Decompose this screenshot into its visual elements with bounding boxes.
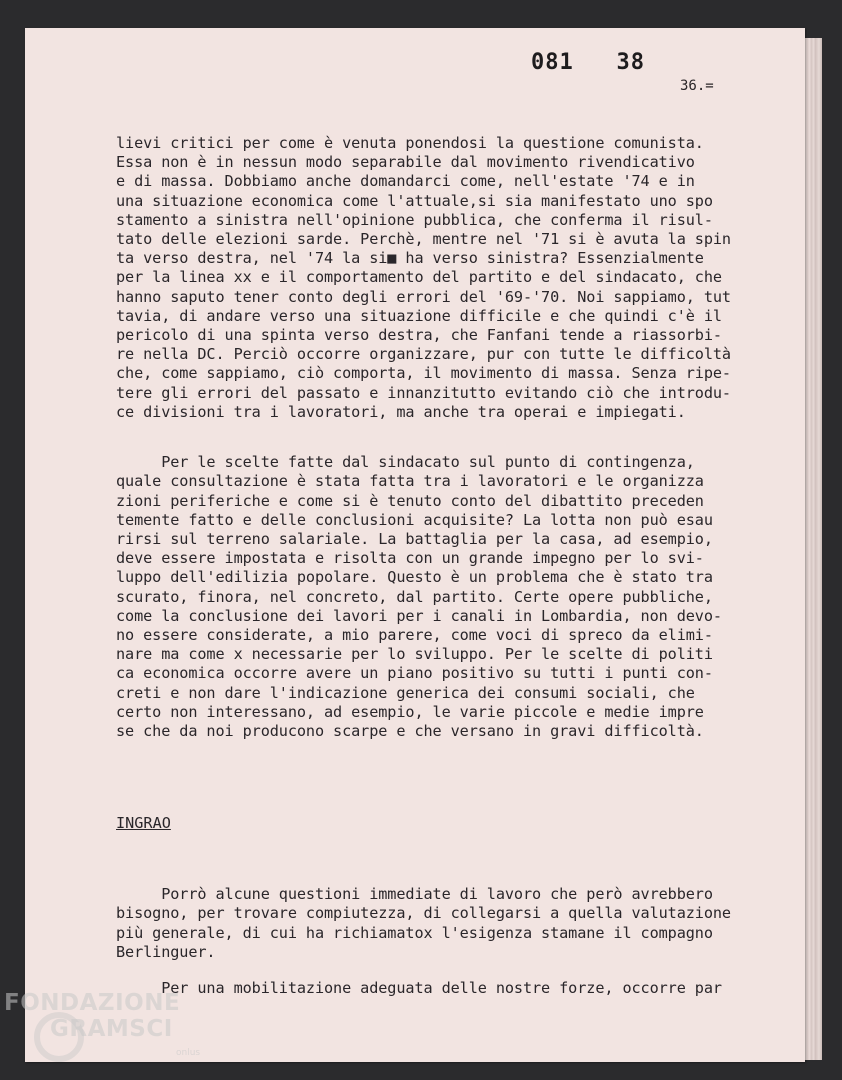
text-line: hanno saputo tener conto degli errori del '69-'70. Noi sappiamo, tut (116, 287, 731, 306)
text-line: nare ma come x necessarie per lo sviluppo. Per le scelte di politi (116, 645, 713, 664)
text-line: creti e non dare l'indicazione generica dei consumi sociali, che (116, 683, 695, 702)
text-line: no essere considerate, a mio parere, come voci di spreco da elimi- (116, 626, 713, 645)
text-line: certo non interessano, ad esempio, le varie piccole e medie impre (116, 702, 704, 721)
text-line: come la conclusione dei lavori per i canali in Lombardia, non devo- (116, 606, 722, 625)
text-line: tere gli errori del passato e innanzitutto evitando ciò che introdu- (116, 383, 731, 402)
paragraph-3 (116, 866, 776, 962)
text-line: che, come sappiamo, ciò comporta, il movimento di massa. Senza ripe- (116, 364, 731, 383)
text-line: stamento a sinistra nell'opinione pubblica, che conferma il risul- (116, 210, 713, 229)
text-line: bisogno, per trovare compiutezza, di collegarsi a quella valutazione (116, 904, 731, 923)
paragraph-4 (116, 960, 776, 998)
text-line: Berlinguer. (116, 942, 216, 961)
text-line: Essa non è in nessun modo separabile dal movimento rivendicativo (116, 153, 695, 172)
document-page (25, 28, 805, 1062)
text-line: scurato, finora, nel concreto, dal partito. Certe opere pubbliche, (116, 587, 713, 606)
text-line: una situazione economica come l'attuale,si sia manifestato uno spo (116, 191, 713, 210)
text-line: rirsi sul terreno salariale. La battaglia per la casa, ad esempio, (116, 530, 713, 549)
text-line (116, 434, 776, 453)
text-line: luppo dell'edilizia popolare. Questo è un problema che è stato tra (116, 568, 713, 587)
text-line: re nella DC. Perciò occorre organizzare, pur con tutte le difficoltà (116, 345, 731, 364)
text-line: ce divisioni tra i lavoratori, ma anche tra operai e impiegati. (116, 402, 686, 421)
text-line: tato delle elezioni sarde. Perchè, mentre nel '71 si è avuta la spin (116, 230, 731, 249)
text-line: temente fatto e delle conclusioni acquisite? La lotta non può esau (116, 510, 713, 529)
watermark-line-2: GRAMSCI (50, 1016, 173, 1042)
speaker-heading: INGRAO (116, 814, 171, 832)
page-number: 36.= (680, 78, 714, 94)
text-line: quale consultazione è stata fatta tra i lavoratori e le organizza (116, 472, 704, 491)
paragraph-2 (116, 434, 776, 741)
text-line: lievi critici per come è venuta ponendosi la questione comunista. (116, 134, 704, 152)
text-line: Per le scelte fatte dal sindacato sul punto di contingenza, (116, 453, 695, 472)
text-line: zioni periferiche e come si è tenuto conto del dibattito preceden (116, 491, 704, 510)
text-line: deve essere impostata e risolta con un grande impegno per lo svi- (116, 549, 704, 568)
text-line: ta verso destra, nel '74 la si■ ha verso sinistra? Essenzialmente (116, 249, 704, 268)
text-line: e di massa. Dobbiamo anche domandarci come, nell'estate '74 e in (116, 172, 695, 191)
watermark-logo (4, 990, 201, 1058)
text-line: più generale, di cui ha richiamatox l'esigenza stamane il compagno (116, 923, 713, 942)
text-line: ca economica occorre avere un piano positivo su tutti i punti con- (116, 664, 713, 683)
text-line: tavia, di andare verso una situazione difficile e che quindi c'è il (116, 306, 722, 325)
text-line: pericolo di una spinta verso destra, che Fanfani tende a riassorbi- (116, 326, 722, 345)
watermark-line-3: onlus (176, 1048, 201, 1058)
text-line: per la linea xx e il comportamento del partito e del sindacato, che (116, 268, 722, 287)
text-line (116, 960, 776, 979)
paragraph-1 (116, 134, 776, 422)
text-line: Per una mobilitazione adeguata delle nostre forze, occorre par (116, 979, 722, 998)
text-line: se che da noi producono scarpe e che versano in gravi difficoltà. (116, 722, 704, 741)
text-line: Porrò alcune questioni immediate di lavoro che però avrebbero (116, 885, 713, 904)
watermark-line-1: FONDAZIONE (4, 990, 181, 1016)
archive-code: 081 38 (531, 50, 645, 75)
text-line (116, 866, 776, 885)
